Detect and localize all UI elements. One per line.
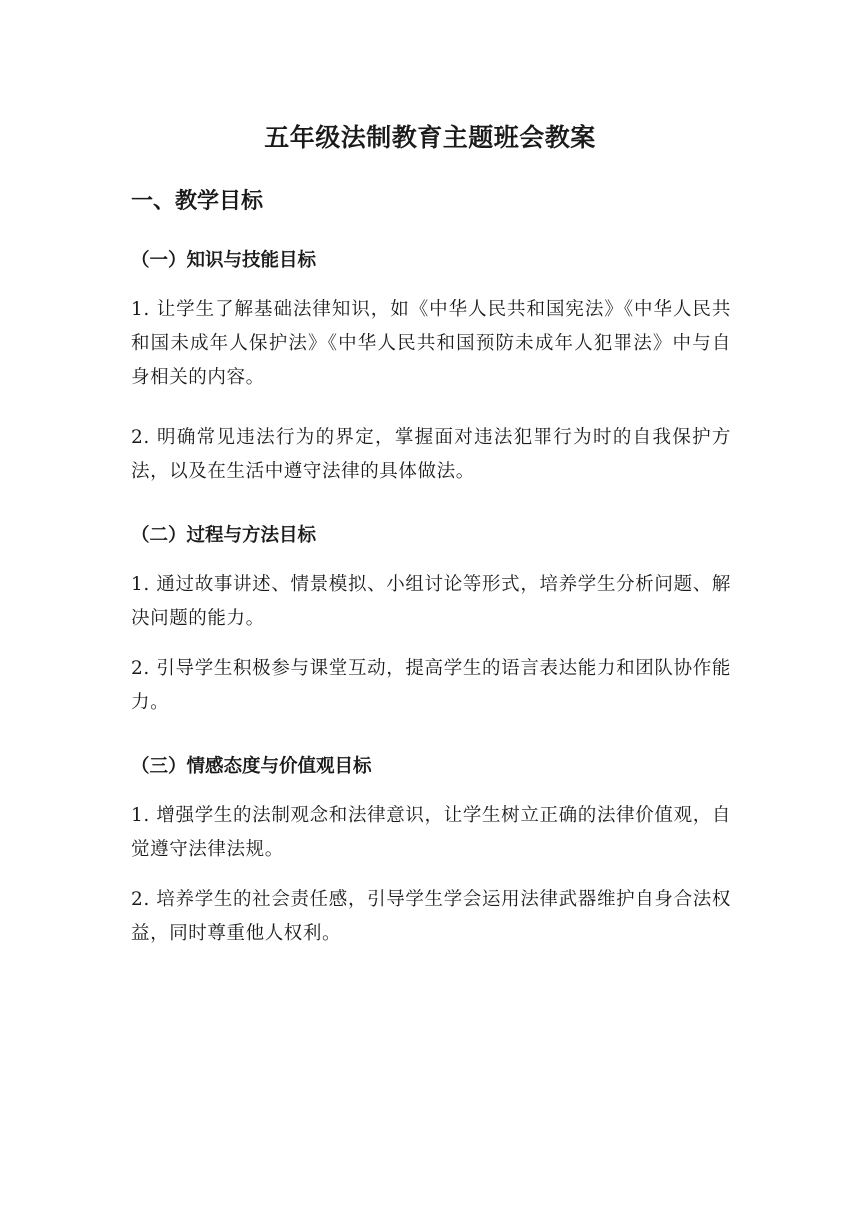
subsection-heading-knowledge-skills: （一）知识与技能目标 — [131, 250, 317, 271]
document-title: 五年级法制教育主题班会教案 — [264, 123, 596, 152]
section-heading-teaching-goals: 一、教学目标 — [131, 189, 264, 214]
paragraph-process-item-2: 2. 引导学生积极参与课堂互动，提高学生的语言表达能力和团队协作能力。 — [131, 658, 731, 713]
paragraph-emotion-item-2: 2. 培养学生的社会责任感，引导学生学会运用法律武器维护自身合法权益，同时尊重他人权利。 — [131, 889, 731, 944]
subsection-heading-emotion-values: （三）情感态度与价值观目标 — [131, 756, 372, 777]
paragraph-emotion-item-1: 1. 增强学生的法制观念和法律意识，让学生树立正确的法律价值观，自觉遵守法律法规。 — [131, 805, 731, 860]
paragraph-knowledge-item-1: 1. 让学生了解基础法律知识，如《中华人民共和国宪法》《中华人民共和国未成年人保护法》《中华人民共和国预防未成年人犯罪法》中与自身相关的内容。 — [131, 299, 731, 388]
paragraph-knowledge-item-2: 2. 明确常见违法行为的界定，掌握面对违法犯罪行为时的自我保护方法，以及在生活中遵守法律的具体做法。 — [131, 427, 731, 482]
paragraph-process-item-1: 1. 通过故事讲述、情景模拟、小组讨论等形式，培养学生分析问题、解决问题的能力。 — [131, 574, 731, 629]
subsection-heading-process-methods: （二）过程与方法目标 — [131, 525, 317, 546]
